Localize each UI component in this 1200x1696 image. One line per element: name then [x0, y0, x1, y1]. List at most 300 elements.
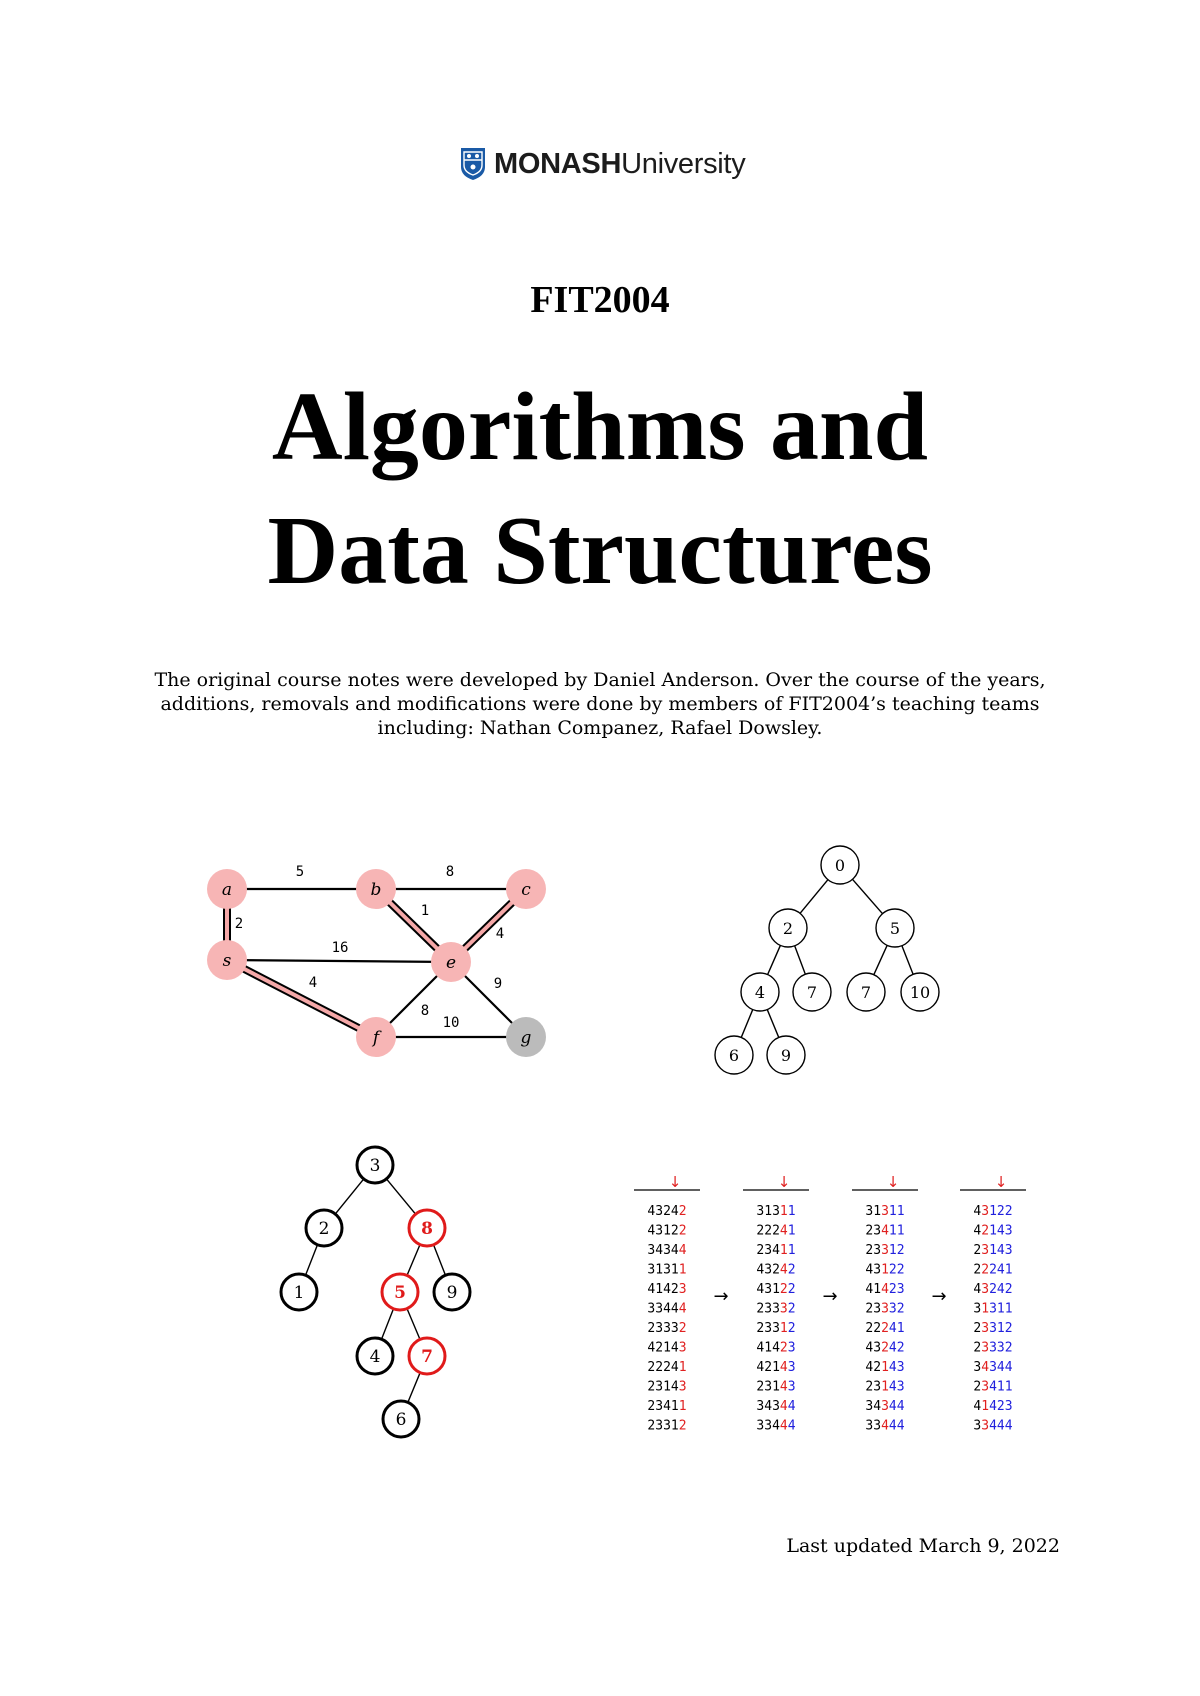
- radix-digit: 3: [678, 1379, 687, 1395]
- radix-digit: 2: [973, 1340, 982, 1356]
- radix-digit: 4: [779, 1360, 788, 1375]
- radix-digit: 3: [981, 1418, 990, 1434]
- radix-digit: 2: [1004, 1340, 1013, 1356]
- radix-value: [973, 1243, 1012, 1258]
- radix-value: [973, 1341, 1012, 1356]
- last-updated: Last updated March 9, 2022: [786, 1535, 1060, 1557]
- radix-digit: 3: [655, 1223, 664, 1239]
- radix-digit: 1: [779, 1204, 788, 1219]
- radix-digit: 1: [787, 1243, 796, 1258]
- radix-digit: 2: [647, 1360, 656, 1375]
- radix-digit: 2: [896, 1340, 905, 1356]
- radix-digit-marker: ↓: [886, 1173, 900, 1191]
- radix-column-2: [756, 1204, 795, 1434]
- radix-digit: 3: [772, 1399, 780, 1414]
- radix-digit: 4: [772, 1418, 780, 1434]
- heap-node-label: 9: [780, 1046, 792, 1065]
- radix-digit: 4: [670, 1360, 679, 1375]
- radix-digit: 4: [670, 1340, 679, 1356]
- graph-edge-weight-be: 1: [420, 903, 430, 919]
- radix-digit: 4: [888, 1418, 897, 1434]
- radix-digit: 2: [865, 1223, 874, 1239]
- title-line-1: Algorithms and: [271, 373, 929, 481]
- radix-digit: 4: [663, 1282, 671, 1297]
- heap-node-label: 6: [728, 1046, 740, 1065]
- radix-digit: 1: [772, 1379, 780, 1395]
- radix-digit: 2: [647, 1321, 656, 1336]
- radix-digit: 3: [1004, 1243, 1013, 1258]
- radix-digit: 3: [1004, 1399, 1013, 1414]
- radix-digit: 4: [663, 1301, 671, 1317]
- radix-digit: 1: [996, 1379, 1005, 1395]
- radix-digit: 4: [973, 1204, 982, 1219]
- radix-digit: 4: [888, 1321, 897, 1336]
- heap-node-label: 7: [806, 983, 818, 1002]
- radix-digit: 3: [764, 1418, 773, 1434]
- radix-digit: 2: [873, 1360, 882, 1375]
- radix-digit: 3: [888, 1301, 897, 1317]
- radix-digit: 4: [670, 1379, 679, 1395]
- radix-digit: 1: [896, 1321, 905, 1336]
- radix-digit: 3: [873, 1243, 882, 1258]
- radix-digit: 3: [655, 1379, 664, 1395]
- graph-edge-weight-bc: 8: [445, 864, 455, 880]
- radix-digit: 2: [787, 1282, 796, 1297]
- brand-light: University: [621, 147, 746, 180]
- radix-value: [756, 1224, 795, 1239]
- radix-digit: 2: [655, 1340, 664, 1356]
- rbtree-edge: [382, 1310, 393, 1339]
- radix-digit: 4: [865, 1282, 874, 1297]
- radix-value: [973, 1399, 1012, 1414]
- radix-digit: 4: [779, 1399, 788, 1414]
- radix-digit: 4: [881, 1223, 889, 1239]
- brand-strong: MONASH: [494, 147, 622, 180]
- radix-digit: 1: [896, 1223, 905, 1239]
- graph-node-label-a: a: [221, 880, 233, 900]
- rbtree-edge: [408, 1374, 420, 1402]
- heap-node-label: 0: [834, 856, 846, 875]
- radix-digit: 4: [647, 1204, 656, 1219]
- rbtree-node-label: 4: [369, 1347, 381, 1367]
- heap-edge: [768, 945, 781, 974]
- radix-digit: 3: [989, 1360, 997, 1375]
- radix-value: [973, 1419, 1012, 1434]
- radix-digit: 3: [663, 1243, 671, 1258]
- radix-digit: 4: [655, 1243, 664, 1258]
- radix-digit: 2: [996, 1399, 1005, 1414]
- radix-digit: 1: [888, 1204, 897, 1219]
- radix-digit: 3: [772, 1301, 780, 1317]
- radix-value: [647, 1399, 686, 1414]
- radix-value: [865, 1302, 904, 1317]
- heap-edge: [902, 946, 913, 975]
- radix-digit: 3: [655, 1399, 664, 1414]
- radix-value: [865, 1204, 904, 1219]
- radix-digit: 3: [896, 1360, 905, 1375]
- radix-digit: 3: [873, 1379, 882, 1395]
- radix-value: [647, 1282, 686, 1297]
- radix-digit: 4: [772, 1340, 780, 1356]
- radix-digit: 2: [756, 1223, 765, 1239]
- radix-value: [756, 1204, 795, 1219]
- radix-digit: 2: [670, 1282, 679, 1297]
- radix-value: [865, 1321, 904, 1336]
- radix-digit: 4: [647, 1282, 656, 1297]
- radix-digit: 3: [865, 1418, 874, 1434]
- radix-digit: 2: [772, 1262, 780, 1278]
- radix-digit: 2: [865, 1301, 874, 1317]
- radix-digit: 3: [865, 1204, 874, 1219]
- radix-digit: 4: [756, 1340, 765, 1356]
- graph-edge-weight-ab: 5: [295, 864, 305, 880]
- radix-digit: 2: [973, 1321, 982, 1336]
- radix-digit: 3: [655, 1418, 664, 1434]
- radix-value: [973, 1263, 1012, 1278]
- radix-digit: 3: [873, 1418, 882, 1434]
- radix-digit: 3: [772, 1204, 780, 1219]
- radix-digit: 4: [989, 1379, 997, 1395]
- graph-edge-weight-eg: 9: [493, 976, 503, 992]
- radix-digit: 4: [647, 1223, 656, 1239]
- radix-digit: 3: [981, 1379, 990, 1395]
- radix-digit: 1: [888, 1243, 897, 1258]
- radix-digit: 3: [873, 1262, 882, 1278]
- radix-digit-marker: ↓: [994, 1173, 1008, 1191]
- radix-digit: 3: [670, 1321, 679, 1336]
- red-black-tree-figure: [270, 1135, 490, 1455]
- radix-digit: 2: [973, 1379, 982, 1395]
- radix-value: [647, 1204, 686, 1219]
- radix-value: [647, 1341, 686, 1356]
- radix-digit: 1: [881, 1379, 889, 1395]
- radix-digit: 2: [865, 1379, 874, 1395]
- radix-digit: 2: [779, 1282, 788, 1297]
- radix-pass-arrow: →: [822, 1286, 838, 1307]
- radix-digit: 2: [888, 1262, 897, 1278]
- radix-digit: 4: [973, 1223, 982, 1239]
- radix-digit: 4: [896, 1399, 905, 1414]
- radix-digit: 4: [787, 1399, 796, 1414]
- radix-digit: 2: [896, 1301, 905, 1317]
- radix-digit: 2: [973, 1243, 982, 1258]
- radix-digit: 3: [973, 1301, 982, 1317]
- radix-value: [647, 1243, 686, 1258]
- radix-digit: 1: [989, 1223, 997, 1239]
- radix-digit: 1: [1004, 1262, 1013, 1278]
- radix-digit: 3: [989, 1340, 997, 1356]
- radix-digit: 4: [647, 1340, 656, 1356]
- heap-edge: [874, 945, 887, 974]
- radix-digit: 4: [670, 1204, 679, 1219]
- radix-digit: 4: [787, 1418, 796, 1434]
- graph-edge-se: [227, 960, 451, 962]
- radix-column-4: [973, 1204, 1012, 1434]
- radix-value: [647, 1263, 686, 1278]
- radix-digit: 2: [647, 1418, 656, 1434]
- radix-digit: 3: [973, 1418, 982, 1434]
- graph-edge-weight-ef: 8: [420, 1003, 430, 1019]
- radix-value: [647, 1224, 686, 1239]
- radix-digit: 2: [1004, 1282, 1013, 1297]
- graph-node-label-e: e: [445, 953, 457, 973]
- radix-digit: 3: [663, 1262, 671, 1278]
- radix-digit: 1: [996, 1301, 1005, 1317]
- graph-node-label-c: c: [521, 880, 531, 900]
- radix-digit: 2: [756, 1379, 765, 1395]
- radix-value: [756, 1321, 795, 1336]
- radix-digit-marker: ↓: [777, 1173, 791, 1191]
- radix-digit: 2: [787, 1262, 796, 1278]
- radix-digit: 1: [779, 1321, 788, 1336]
- rbtree-edge: [434, 1246, 445, 1275]
- monash-crest-icon: [460, 147, 486, 181]
- monash-wordmark: [494, 148, 745, 181]
- weighted-graph-figure: [200, 860, 560, 1070]
- radix-digit: 4: [973, 1399, 982, 1414]
- radix-digit: 4: [989, 1399, 997, 1414]
- radix-digit: 2: [756, 1321, 765, 1336]
- radix-value: [756, 1282, 795, 1297]
- radix-value: [647, 1360, 686, 1375]
- radix-digit: 4: [756, 1282, 765, 1297]
- radix-digit: 4: [981, 1360, 990, 1375]
- radix-digit: 1: [655, 1262, 664, 1278]
- radix-digit: 3: [881, 1301, 889, 1317]
- credits-paragraph: The original course notes were developed by Daniel Anderson. Over the course of the years, additions, removals and modifications were done by members of FIT2004’s teaching teams including: Nathan Companez, Rafael Dowsley.: [154, 669, 1046, 739]
- radix-digit: 3: [881, 1399, 889, 1414]
- radix-digit: 1: [764, 1340, 773, 1356]
- radix-value: [865, 1399, 904, 1414]
- rbtree-node-label: 3: [369, 1156, 381, 1176]
- monash-logo: [460, 144, 745, 184]
- radix-digit: 3: [764, 1321, 773, 1336]
- radix-digit: 2: [973, 1262, 982, 1278]
- radix-digit: 4: [764, 1399, 773, 1414]
- rbtree-edge: [407, 1246, 419, 1275]
- radix-digit: 1: [663, 1379, 671, 1395]
- radix-digit: 3: [981, 1321, 990, 1336]
- radix-digit: 1: [678, 1262, 687, 1278]
- radix-digit: 1: [787, 1223, 796, 1239]
- radix-digit: 1: [981, 1301, 990, 1317]
- rbtree-edge: [306, 1246, 317, 1275]
- radix-digit: 3: [655, 1301, 664, 1317]
- radix-value: [647, 1419, 686, 1434]
- radix-digit: 3: [881, 1243, 889, 1258]
- graph-edge-weight-se: 16: [331, 940, 349, 956]
- radix-digit: 4: [678, 1243, 687, 1258]
- radix-digit: 1: [787, 1204, 796, 1219]
- heap-node-label: 10: [909, 983, 931, 1002]
- radix-digit: 2: [764, 1223, 773, 1239]
- radix-digit: 1: [881, 1360, 889, 1375]
- radix-value: [647, 1302, 686, 1317]
- radix-digit: 2: [989, 1262, 997, 1278]
- radix-digit: 2: [647, 1379, 656, 1395]
- radix-value: [756, 1380, 795, 1395]
- radix-digit: 3: [973, 1360, 982, 1375]
- radix-digit: 4: [996, 1223, 1005, 1239]
- radix-digit: 2: [678, 1321, 687, 1336]
- radix-digit: 3: [756, 1399, 765, 1414]
- radix-digit: 4: [888, 1379, 897, 1395]
- radix-digit: 4: [888, 1399, 897, 1414]
- radix-digit: 2: [888, 1282, 897, 1297]
- radix-digit: 2: [989, 1282, 997, 1297]
- radix-value: [756, 1360, 795, 1375]
- radix-digit-marker: ↓: [668, 1173, 682, 1191]
- radix-digit: 3: [678, 1340, 687, 1356]
- radix-digit: 2: [896, 1262, 905, 1278]
- radix-digit: 3: [655, 1204, 664, 1219]
- radix-value: [865, 1243, 904, 1258]
- radix-digit: 2: [678, 1223, 687, 1239]
- radix-digit: 3: [647, 1301, 656, 1317]
- radix-value: [865, 1419, 904, 1434]
- graph-node-label-g: g: [520, 1028, 532, 1048]
- radix-digit: 3: [764, 1379, 773, 1395]
- radix-digit: 1: [888, 1223, 897, 1239]
- rbtree-node-label: 7: [421, 1347, 433, 1367]
- radix-digit: 1: [655, 1282, 664, 1297]
- radix-value: [973, 1204, 1012, 1219]
- radix-digit: 4: [996, 1418, 1005, 1434]
- radix-digit: 2: [896, 1243, 905, 1258]
- radix-digit: 3: [989, 1321, 997, 1336]
- radix-value: [865, 1341, 904, 1356]
- radix-digit: 4: [779, 1379, 788, 1395]
- radix-digit: 4: [779, 1262, 788, 1278]
- radix-digit: 2: [670, 1223, 679, 1239]
- heap-node-label: 2: [782, 919, 794, 938]
- radix-digit: 1: [764, 1204, 773, 1219]
- rbtree-node-label: 8: [421, 1219, 433, 1239]
- radix-digit: 4: [888, 1340, 897, 1356]
- radix-digit: 1: [663, 1340, 671, 1356]
- course-code: FIT2004: [530, 279, 670, 321]
- radix-digit: 4: [1004, 1418, 1013, 1434]
- heap-edge: [800, 880, 828, 914]
- radix-digit: 1: [678, 1360, 687, 1375]
- radix-digit: 4: [865, 1262, 874, 1278]
- radix-digit: 1: [996, 1321, 1005, 1336]
- radix-value: [756, 1419, 795, 1434]
- radix-digit: 4: [996, 1262, 1005, 1278]
- radix-digit: 3: [663, 1418, 671, 1434]
- radix-value: [973, 1360, 1012, 1375]
- radix-digit: 3: [981, 1340, 990, 1356]
- radix-digit: 4: [896, 1418, 905, 1434]
- radix-column-1: [647, 1204, 686, 1434]
- radix-digit: 3: [787, 1379, 796, 1395]
- rbtree-edge: [387, 1180, 415, 1214]
- graph-node-label-f: f: [372, 1028, 380, 1048]
- radix-digit: 3: [764, 1282, 773, 1297]
- heap-node-label: 5: [889, 919, 901, 938]
- radix-digit: 3: [647, 1243, 656, 1258]
- graph-edge-weight-as: 2: [234, 916, 244, 932]
- rbtree-node-label: 6: [395, 1410, 407, 1430]
- radix-digit: 2: [678, 1204, 687, 1219]
- radix-digit: 3: [981, 1282, 990, 1297]
- radix-digit: 4: [779, 1223, 788, 1239]
- radix-digit: 2: [865, 1243, 874, 1258]
- radix-digit: 3: [772, 1321, 780, 1336]
- radix-digit: 1: [981, 1399, 990, 1414]
- radix-digit: 3: [981, 1243, 990, 1258]
- radix-digit: 2: [756, 1301, 765, 1317]
- radix-digit: 4: [678, 1301, 687, 1317]
- radix-digit: 3: [787, 1340, 796, 1356]
- heap-node-label: 7: [860, 983, 872, 1002]
- heap-node-label: 4: [754, 983, 766, 1002]
- radix-digit: 1: [873, 1204, 882, 1219]
- radix-digit: 3: [881, 1204, 889, 1219]
- radix-digit: 1: [881, 1262, 889, 1278]
- rbtree-node-label: 1: [293, 1283, 305, 1303]
- radix-digit: 1: [873, 1282, 882, 1297]
- radix-digit: 2: [1004, 1321, 1013, 1336]
- radix-digit: 2: [647, 1399, 656, 1414]
- radix-digit: 3: [873, 1340, 882, 1356]
- radix-digit: 4: [756, 1360, 765, 1375]
- radix-digit: 3: [787, 1360, 796, 1375]
- radix-value: [973, 1321, 1012, 1336]
- heap-edge: [767, 1010, 779, 1038]
- radix-value: [756, 1341, 795, 1356]
- radix-value: [756, 1399, 795, 1414]
- radix-digit: 3: [756, 1418, 765, 1434]
- radix-digit: 4: [881, 1282, 889, 1297]
- radix-digit: 4: [973, 1282, 982, 1297]
- radix-digit: 2: [663, 1360, 671, 1375]
- radix-digit: 3: [779, 1301, 788, 1317]
- heap-edge: [852, 879, 882, 913]
- radix-value: [756, 1263, 795, 1278]
- radix-digit: 1: [772, 1360, 780, 1375]
- graph-node-label-b: b: [370, 880, 382, 900]
- radix-digit: 3: [996, 1340, 1005, 1356]
- radix-digit: 2: [1004, 1204, 1013, 1219]
- radix-digit: 2: [764, 1360, 773, 1375]
- radix-value: [973, 1224, 1012, 1239]
- radix-pass-arrow: →: [931, 1286, 947, 1307]
- radix-digit: 2: [779, 1340, 788, 1356]
- radix-digit: 3: [873, 1301, 882, 1317]
- radix-digit: 4: [996, 1360, 1005, 1375]
- heap-edge: [795, 946, 806, 974]
- graph-edge-weight-fg: 10: [442, 1015, 460, 1031]
- radix-digit: 4: [1004, 1360, 1013, 1375]
- radix-digit: 2: [772, 1223, 780, 1239]
- radix-digit: 3: [873, 1223, 882, 1239]
- radix-digit: 2: [756, 1243, 765, 1258]
- radix-value: [973, 1380, 1012, 1395]
- radix-digit: 3: [764, 1262, 773, 1278]
- graph-edge-weight-ce: 4: [495, 926, 505, 942]
- radix-digit: 4: [663, 1399, 671, 1414]
- radix-digit: 3: [896, 1282, 905, 1297]
- radix-digit: 4: [865, 1360, 874, 1375]
- radix-digit: 2: [873, 1321, 882, 1336]
- radix-digit: 4: [888, 1360, 897, 1375]
- radix-digit: 2: [996, 1204, 1005, 1219]
- radix-digit: 2: [881, 1321, 889, 1336]
- radix-digit: 3: [764, 1243, 773, 1258]
- radix-value: [647, 1321, 686, 1336]
- radix-digit: 4: [996, 1282, 1005, 1297]
